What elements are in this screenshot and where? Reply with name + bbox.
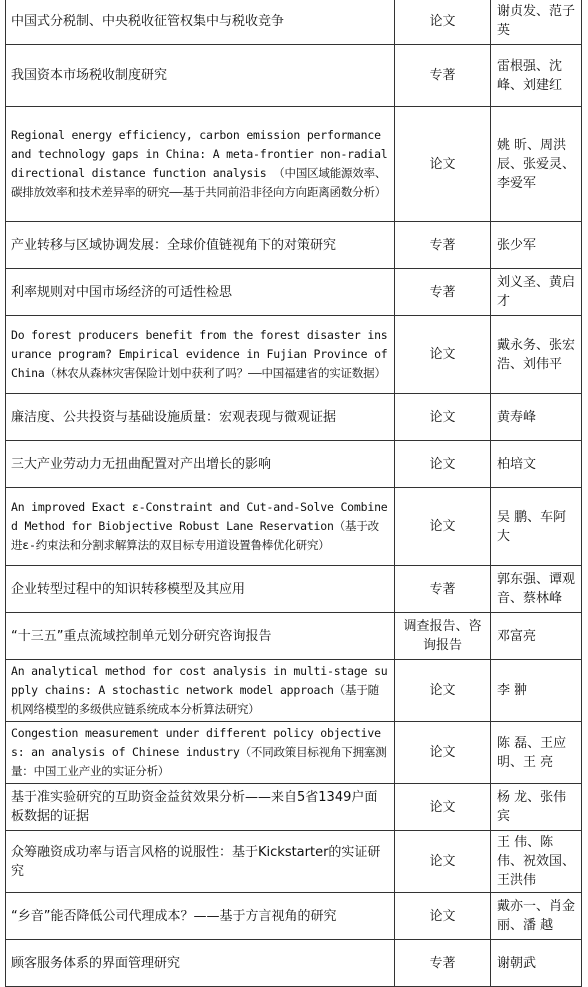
type-cell: 论文 — [395, 831, 491, 893]
title-cell: “十三五”重点流域控制单元划分研究咨询报告 — [6, 613, 395, 660]
table-row — [6, 441, 582, 488]
table-row — [6, 940, 582, 987]
authors-cell: 邓富亮 — [491, 613, 582, 660]
table-row — [6, 613, 582, 660]
authors-cell: 姚 昕、周洪辰、张爱灵、李爱军 — [491, 107, 582, 222]
title-cell: 中国式分税制、中央税收征管权集中与税收竞争 — [6, 0, 395, 45]
authors-cell: 王 伟、陈 伟、祝效国、王洪伟 — [491, 831, 582, 893]
authors-cell: 谢贞发、范子英 — [491, 0, 582, 45]
table-row — [6, 269, 582, 316]
title-cell: 廉洁度、公共投资与基础设施质量：宏观表现与微观证据 — [6, 394, 395, 441]
title-cell: 顾客服务体系的界面管理研究 — [6, 940, 395, 987]
table-row — [6, 316, 582, 394]
table-row — [6, 566, 582, 613]
title-cell: 众筹融资成功率与语言风格的说服性：基于Kickstarter的实证研究 — [6, 831, 395, 893]
authors-cell: 刘义圣、黄启才 — [491, 269, 582, 316]
title-cell: 企业转型过程中的知识转移模型及其应用 — [6, 566, 395, 613]
authors-cell: 戴亦一、肖金丽、潘 越 — [491, 893, 582, 940]
title-cell: An improved Exact ε-Constraint and Cut-and-Solve Combined Method for Biobjective Robust Lane Reservation（基于改进ε-约束法和分割求解算法的双目标专用道设置鲁棒优化研究） — [6, 488, 395, 566]
title-cell: Regional energy efficiency, carbon emission performance and technology gaps in China: A meta-frontier non-radial directional distance function analysis （中国区域能源效率、碳排放效率和技术差异率的研究——基于共同前沿非径向方向距离函数分析） — [6, 107, 395, 222]
type-cell: 论文 — [395, 0, 491, 45]
authors-cell: 谢朝武 — [491, 940, 582, 987]
type-cell: 论文 — [395, 660, 491, 722]
table-row — [6, 394, 582, 441]
authors-cell: 吴 鹏、车阿大 — [491, 488, 582, 566]
type-cell: 论文 — [395, 394, 491, 441]
table-row — [6, 893, 582, 940]
type-cell: 论文 — [395, 488, 491, 566]
table-row — [6, 660, 582, 722]
achievements-table — [5, 0, 582, 987]
type-cell: 论文 — [395, 893, 491, 940]
title-cell: Congestion measurement under different policy objectives: an analysis of Chinese industry（不同政策目标视角下拥塞测量：中国工业产业的实证分析） — [6, 722, 395, 784]
title-cell: An analytical method for cost analysis in multi-stage supply chains: A stochastic network model approach（基于随机网络模型的多级供应链系统成本分析算法研究） — [6, 660, 395, 722]
type-cell: 专著 — [395, 269, 491, 316]
title-cell: Do forest producers benefit from the forest disaster insurance program? Empirical evidence in Fujian Province of China（林农从森林灾害保险计划中获利了吗？——中国福建省的实证数据） — [6, 316, 395, 394]
table-row — [6, 488, 582, 566]
authors-cell: 柏培文 — [491, 441, 582, 488]
table-body — [6, 0, 582, 987]
table-row — [6, 831, 582, 893]
table-row — [6, 45, 582, 107]
table-row — [6, 0, 582, 45]
table-row — [6, 722, 582, 784]
authors-cell: 张少军 — [491, 222, 582, 269]
authors-cell: 戴永务、张宏浩、刘伟平 — [491, 316, 582, 394]
type-cell: 专著 — [395, 566, 491, 613]
authors-cell: 陈 磊、王应明、王 亮 — [491, 722, 582, 784]
type-cell: 专著 — [395, 940, 491, 987]
type-cell: 专著 — [395, 222, 491, 269]
table-row — [6, 784, 582, 831]
authors-cell: 郭东强、谭观音、蔡林峰 — [491, 566, 582, 613]
authors-cell: 雷根强、沈 峰、刘建红 — [491, 45, 582, 107]
title-cell: “乡音”能否降低公司代理成本？——基于方言视角的研究 — [6, 893, 395, 940]
table-row — [6, 222, 582, 269]
type-cell: 论文 — [395, 441, 491, 488]
type-cell: 专著 — [395, 45, 491, 107]
title-cell: 三大产业劳动力无扭曲配置对产出增长的影响 — [6, 441, 395, 488]
title-cell: 产业转移与区域协调发展：全球价值链视角下的对策研究 — [6, 222, 395, 269]
type-cell: 论文 — [395, 784, 491, 831]
type-cell: 调查报告、咨询报告 — [395, 613, 491, 660]
authors-cell: 李 翀 — [491, 660, 582, 722]
authors-cell: 黄寿峰 — [491, 394, 582, 441]
type-cell: 论文 — [395, 722, 491, 784]
title-cell: 我国资本市场税收制度研究 — [6, 45, 395, 107]
authors-cell: 杨 龙、张伟宾 — [491, 784, 582, 831]
type-cell: 论文 — [395, 107, 491, 222]
title-cell: 利率规则对中国市场经济的可适性检思 — [6, 269, 395, 316]
title-cell: 基于准实验研究的互助资金益贫效果分析——来自5省1349户面板数据的证据 — [6, 784, 395, 831]
table-row — [6, 107, 582, 222]
type-cell: 论文 — [395, 316, 491, 394]
